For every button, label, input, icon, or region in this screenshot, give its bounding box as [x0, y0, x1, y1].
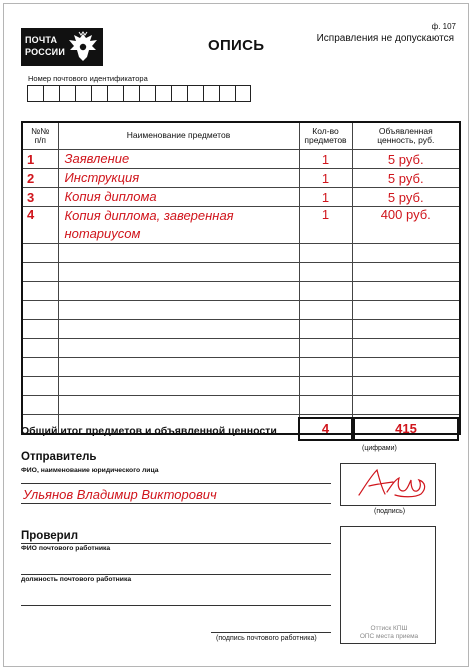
sender-line [21, 483, 331, 484]
header-num: №№ п/п [22, 122, 58, 150]
tracking-digit-box[interactable] [27, 85, 43, 102]
tracking-digit-box[interactable] [123, 85, 139, 102]
page-title: ОПИСЬ [208, 37, 265, 54]
tracking-digit-box[interactable] [75, 85, 91, 102]
checked-title: Проверил [21, 530, 79, 542]
form-number: ф. 107 [431, 22, 456, 31]
tracking-digit-box[interactable] [219, 85, 235, 102]
row-qty: 1 [299, 150, 352, 169]
items-table-wrap [21, 121, 459, 435]
sender-title: Отправитель [21, 451, 97, 463]
header-qty: Кол-во предметов [299, 122, 352, 150]
logo-line-1: ПОЧТА [25, 35, 58, 45]
logo-line-2: РОССИИ [25, 47, 66, 57]
empty-row [22, 301, 460, 320]
row-num: 3 [22, 188, 58, 207]
checked-line [21, 543, 331, 544]
sender-signature-box [340, 463, 436, 506]
total-value-caption: (цифрами) [362, 445, 397, 452]
row-qty: 1 [299, 188, 352, 207]
total-row [21, 417, 459, 443]
tracking-digit-box[interactable] [187, 85, 203, 102]
tracking-number-boxes[interactable] [27, 85, 251, 102]
no-corrections-notice: Исправления не допускаются [316, 33, 454, 44]
position-label: должность почтового работника [21, 576, 132, 583]
row-qty: 1 [299, 169, 352, 188]
empty-row [22, 320, 460, 339]
row-num: 2 [22, 169, 58, 188]
row-value: 400 руб. [352, 207, 460, 244]
tracking-digit-box[interactable] [91, 85, 107, 102]
empty-row [22, 263, 460, 282]
stamp-label: Оттиск КПШ ОПС места приема [359, 625, 419, 640]
eagle-emblem-icon [65, 30, 101, 64]
table-row [22, 207, 460, 244]
row-qty: 1 [299, 207, 352, 244]
header-name: Наименование предметов [58, 122, 299, 150]
empty-row [22, 396, 460, 415]
total-label: Общий итог предметов и объявленной ценности [21, 425, 277, 437]
handwritten-signature [341, 464, 435, 505]
table-row [22, 150, 460, 169]
empty-row [22, 358, 460, 377]
russian-post-logo [21, 28, 103, 66]
sender-label: ФИО, наименование юридического лица [21, 467, 159, 474]
table-row [22, 169, 460, 188]
header-value: Объявленная ценность, руб. [352, 122, 460, 150]
tracking-digit-box[interactable] [107, 85, 123, 102]
sender-name: Ульянов Владимир Викторович [23, 487, 217, 502]
tracking-digit-box[interactable] [59, 85, 75, 102]
sender-line [21, 503, 331, 504]
tracking-digit-box[interactable] [139, 85, 155, 102]
row-name: Копия диплома [58, 188, 299, 207]
stamp-box [340, 526, 436, 644]
table-header-row [22, 122, 460, 150]
row-value: 5 руб. [352, 150, 460, 169]
employee-label: ФИО почтового работника [21, 545, 111, 552]
tracking-digit-box[interactable] [203, 85, 219, 102]
total-qty: 4 [298, 417, 353, 441]
row-value: 5 руб. [352, 188, 460, 207]
row-name: Заявление [58, 150, 299, 169]
tracking-digit-box[interactable] [43, 85, 59, 102]
postal-signature-caption: (подпись почтового работника) [216, 635, 317, 642]
table-row [22, 188, 460, 207]
checked-line [21, 574, 331, 575]
row-value: 5 руб. [352, 169, 460, 188]
items-table [21, 121, 461, 435]
tracking-digit-box[interactable] [171, 85, 187, 102]
row-name: Инструкция [58, 169, 299, 188]
row-num: 1 [22, 150, 58, 169]
empty-row [22, 244, 460, 263]
tracking-number-label: Номер почтового идентификатора [28, 74, 148, 83]
form-page [3, 3, 469, 667]
empty-row [22, 282, 460, 301]
total-value: 415 [353, 417, 459, 441]
tracking-digit-box[interactable] [155, 85, 171, 102]
row-name: Копия диплома, заверенная нотариусом [58, 207, 299, 244]
checked-line [21, 605, 331, 606]
sender-signature-caption: (подпись) [374, 508, 406, 515]
empty-row [22, 377, 460, 396]
row-num: 4 [22, 207, 58, 244]
postal-signature-line [211, 632, 331, 633]
empty-row [22, 339, 460, 358]
tracking-digit-box[interactable] [235, 85, 251, 102]
